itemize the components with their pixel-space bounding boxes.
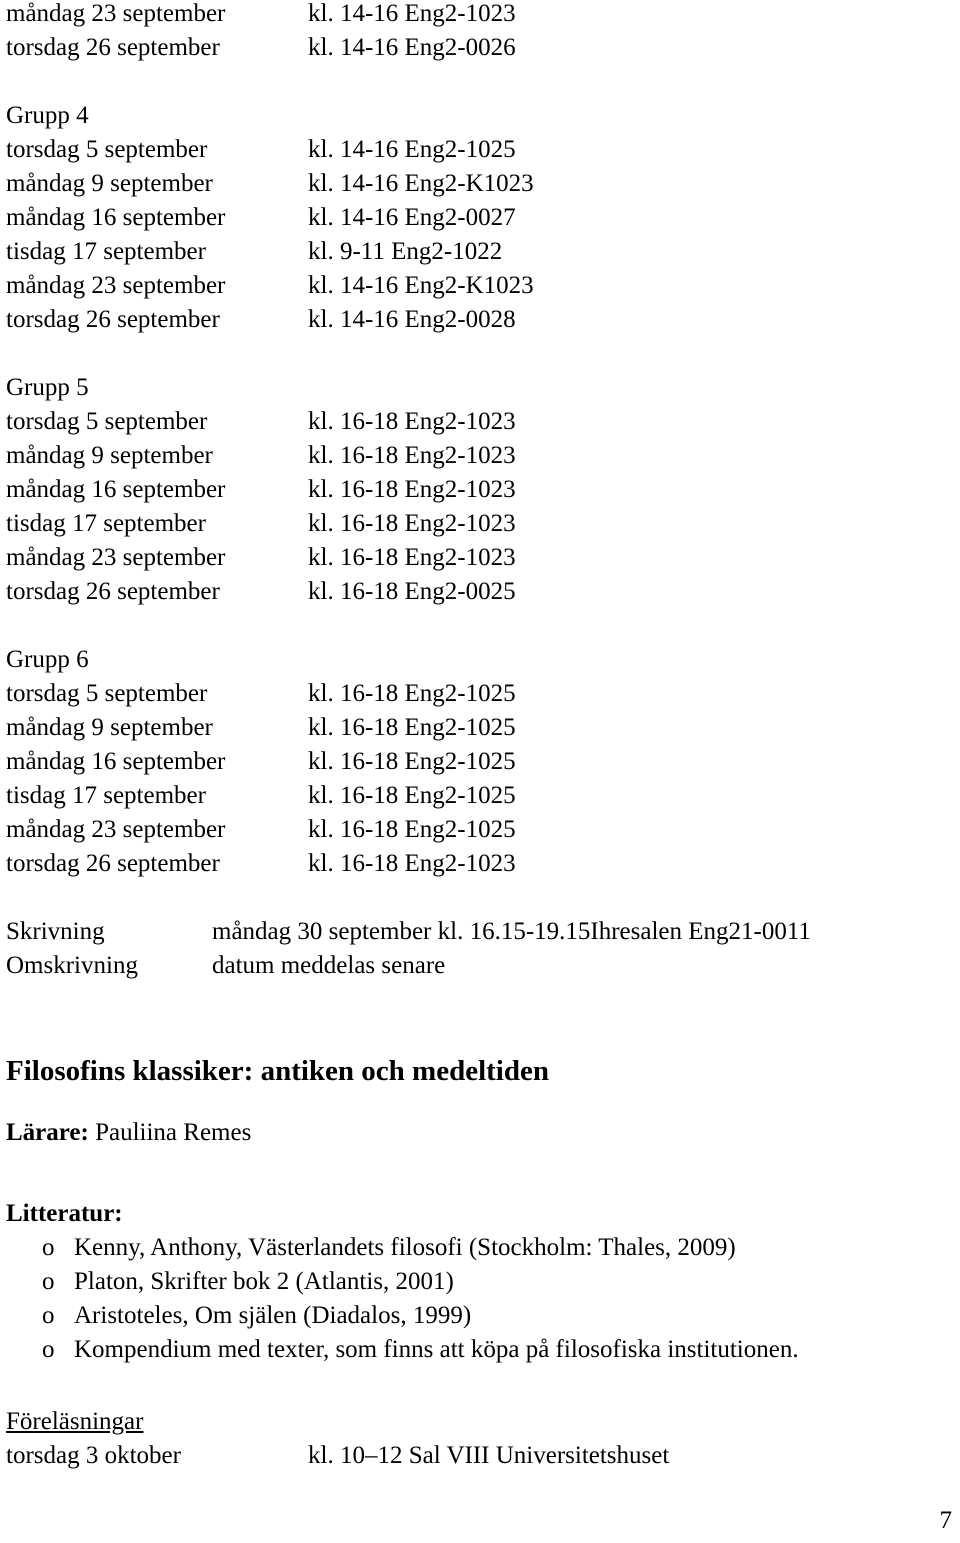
- group-title: Grupp 5: [6, 374, 89, 401]
- schedule-row: [6, 167, 954, 201]
- schedule-time-room: kl. 14-16 Eng2-0027: [308, 204, 516, 231]
- literature-item: Aristoteles, Om själen (Diadalos, 1999): [74, 1302, 472, 1329]
- exam-row: [6, 949, 954, 983]
- schedule-day: måndag 23 september: [6, 544, 226, 571]
- lectures-list: [6, 1439, 954, 1473]
- schedule-row: [6, 711, 954, 745]
- schedule-time-room: kl. 14-16 Eng2-0028: [308, 306, 516, 333]
- schedule-day: måndag 9 september: [6, 170, 213, 197]
- schedule-time-room: kl. 16-18 Eng2-1025: [308, 782, 516, 809]
- group-5: [6, 371, 954, 609]
- schedule-row: [6, 745, 954, 779]
- schedule-time-room: kl. 16-18 Eng2-1025: [308, 714, 516, 741]
- schedule-row: [6, 473, 954, 507]
- lecture-day: torsdag 3 oktober: [6, 1442, 181, 1469]
- schedule-day: torsdag 26 september: [6, 850, 220, 877]
- schedule-row: [6, 847, 954, 881]
- list-item: [6, 1299, 954, 1333]
- schedule-day: måndag 23 september: [6, 272, 226, 299]
- schedule-day: torsdag 26 september: [6, 34, 220, 61]
- schedule-time-room: kl. 14-16 Eng2-K1023: [308, 170, 534, 197]
- schedule-row: [6, 269, 954, 303]
- schedule-time-room: kl. 16-18 Eng2-0025: [308, 578, 516, 605]
- schedule-day: tisdag 17 september: [6, 510, 206, 537]
- teacher-line: [6, 1115, 954, 1151]
- schedule-row: [6, 575, 954, 609]
- lecture-time-room: kl. 10–12 Sal VIII Universitetshuset: [308, 1442, 670, 1469]
- schedule-time-room: kl. 16-18 Eng2-1025: [308, 748, 516, 775]
- bullet-icon: o: [42, 1268, 55, 1295]
- exam-row: [6, 915, 954, 949]
- exam-value: måndag 30 september kl. 16.15-19.15Ihresalen Eng21-0011: [212, 918, 811, 945]
- schedule-row: [6, 133, 954, 167]
- teacher-label: Lärare:: [6, 1119, 89, 1146]
- schedule-time-room: kl. 16-18 Eng2-1023: [308, 544, 516, 571]
- schedule-time-room: kl. 14-16 Eng2-1025: [308, 136, 516, 163]
- schedule-day: måndag 23 september: [6, 816, 226, 843]
- document-page: [6, 0, 954, 1473]
- schedule-row: [6, 31, 954, 65]
- schedule-day: måndag 16 september: [6, 748, 226, 775]
- schedule-row: [6, 779, 954, 813]
- schedule-row: [6, 439, 954, 473]
- schedule-time-room: kl. 14-16 Eng2-0026: [308, 34, 516, 61]
- schedule-day: torsdag 26 september: [6, 578, 220, 605]
- schedule-time-room: kl. 14-16 Eng2-1023: [308, 0, 516, 27]
- schedule-time-room: kl. 9-11 Eng2-1022: [308, 238, 503, 265]
- literature-list: [6, 1231, 954, 1367]
- lectures-label: Föreläsningar: [6, 1408, 144, 1435]
- literature-item: Platon, Skrifter bok 2 (Atlantis, 2001): [74, 1268, 454, 1295]
- group-4: [6, 99, 954, 337]
- teacher-name: Pauliina Remes: [95, 1119, 252, 1146]
- lecture-row: [6, 1439, 954, 1473]
- list-item: [6, 1231, 954, 1265]
- schedule-row: [6, 0, 954, 31]
- group-title: Grupp 4: [6, 102, 89, 129]
- list-item: [6, 1333, 954, 1367]
- schedule-time-room: kl. 16-18 Eng2-1023: [308, 510, 516, 537]
- schedule-row: [6, 303, 954, 337]
- literature-item: Kompendium med texter, som finns att köpa på filosofiska institutionen.: [74, 1336, 799, 1363]
- schedule-row: [6, 507, 954, 541]
- schedule-day: torsdag 5 september: [6, 680, 208, 707]
- schedule-day: torsdag 5 september: [6, 408, 208, 435]
- exam-label: Omskrivning: [6, 952, 138, 979]
- schedule-day: torsdag 5 september: [6, 136, 208, 163]
- schedule-day: tisdag 17 september: [6, 238, 206, 265]
- group-6: [6, 643, 954, 881]
- bullet-icon: o: [42, 1302, 55, 1329]
- exam-label: Skrivning: [6, 918, 105, 945]
- schedule-time-room: kl. 16-18 Eng2-1023: [308, 408, 516, 435]
- schedule-time-room: kl. 16-18 Eng2-1023: [308, 850, 516, 877]
- bullet-icon: o: [42, 1234, 55, 1261]
- course-title: Filosofins klassiker: antiken och medeltiden: [6, 1055, 549, 1087]
- schedule-time-room: kl. 16-18 Eng2-1025: [308, 816, 516, 843]
- schedule-day: torsdag 26 september: [6, 306, 220, 333]
- top-schedule: [6, 0, 954, 65]
- page-number: 7: [939, 1507, 952, 1534]
- schedule-row: [6, 201, 954, 235]
- exam-value: datum meddelas senare: [212, 952, 446, 979]
- schedule-day: tisdag 17 september: [6, 782, 206, 809]
- schedule-day: måndag 16 september: [6, 476, 226, 503]
- literature-label: Litteratur:: [6, 1200, 123, 1227]
- schedule-time-room: kl. 16-18 Eng2-1023: [308, 476, 516, 503]
- literature-item: Kenny, Anthony, Västerlandets filosofi (Stockholm: Thales, 2009): [74, 1234, 736, 1261]
- schedule-day: måndag 16 september: [6, 204, 226, 231]
- schedule-time-room: kl. 14-16 Eng2-K1023: [308, 272, 534, 299]
- schedule-row: [6, 677, 954, 711]
- schedule-row: [6, 405, 954, 439]
- schedule-day: måndag 23 september: [6, 0, 226, 27]
- list-item: [6, 1265, 954, 1299]
- exam-section: [6, 915, 954, 983]
- schedule-row: [6, 813, 954, 847]
- schedule-day: måndag 9 september: [6, 714, 213, 741]
- schedule-time-room: kl. 16-18 Eng2-1025: [308, 680, 516, 707]
- bullet-icon: o: [42, 1336, 55, 1363]
- schedule-row: [6, 235, 954, 269]
- schedule-row: [6, 541, 954, 575]
- schedule-day: måndag 9 september: [6, 442, 213, 469]
- schedule-time-room: kl. 16-18 Eng2-1023: [308, 442, 516, 469]
- group-title: Grupp 6: [6, 646, 89, 673]
